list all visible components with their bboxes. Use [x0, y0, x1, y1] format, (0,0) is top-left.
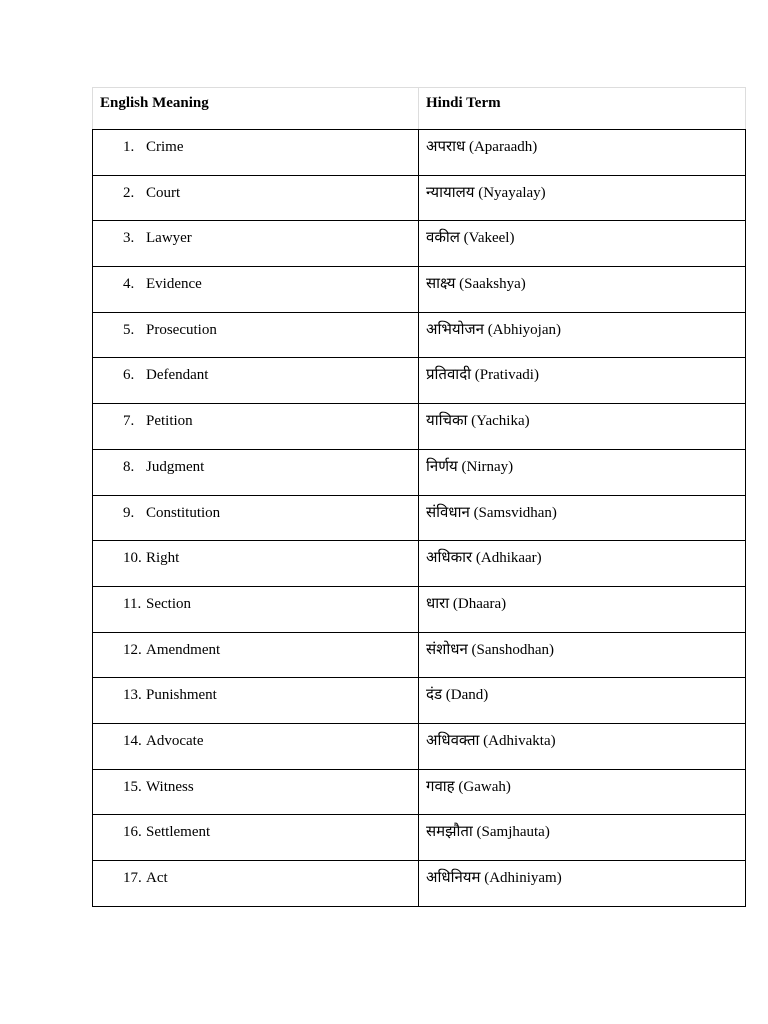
transliteration: (Adhivakta) [483, 732, 556, 749]
transliteration: (Yachika) [471, 413, 530, 430]
transliteration: (Sanshodhan) [471, 641, 555, 658]
english-word: Evidence [146, 276, 202, 293]
row-number: 9. [123, 504, 135, 521]
english-meaning-cell [93, 358, 419, 404]
transliteration: (Aparaadh) [468, 139, 538, 155]
table-row [93, 723, 746, 769]
row-number: 3. [123, 230, 135, 247]
row-number: 12. [123, 641, 142, 658]
transliteration: (Abhiyojan) [487, 321, 562, 338]
hindi-word: अभियोजन [426, 321, 484, 338]
row-number: 4. [123, 276, 135, 293]
hindi-term-cell [419, 678, 746, 724]
hindi-word: साक्ष्य [426, 276, 456, 293]
row-number: 14. [123, 732, 142, 749]
table-row [93, 312, 746, 358]
transliteration: (Prativadi) [474, 367, 539, 384]
transliteration: (Adhiniyam) [484, 870, 562, 886]
table-row [93, 632, 746, 678]
english-meaning-cell [93, 267, 419, 313]
hindi-word: याचिका [426, 413, 468, 430]
transliteration: (Dand) [445, 687, 489, 704]
table-row [93, 358, 746, 404]
english-meaning-cell [93, 130, 419, 176]
table-row [93, 221, 746, 267]
english-meaning-cell [93, 769, 419, 815]
english-word: Witness [146, 778, 194, 795]
hindi-word: संशोधन [426, 641, 468, 658]
table-row [93, 130, 746, 176]
hindi-word: संविधान [426, 504, 470, 521]
english-word: Punishment [146, 687, 217, 704]
english-meaning-cell [93, 586, 419, 632]
english-meaning-cell [93, 541, 419, 587]
english-meaning-cell [93, 723, 419, 769]
row-number: 13. [123, 687, 142, 704]
english-word: Advocate [146, 732, 204, 749]
hindi-term-cell [419, 312, 746, 358]
hindi-term-cell [419, 449, 746, 495]
english-word: Court [146, 184, 181, 201]
english-meaning-cell [93, 449, 419, 495]
hindi-term-cell [419, 267, 746, 313]
english-word: Defendant [146, 367, 209, 384]
hindi-term-cell [419, 723, 746, 769]
table-row [93, 769, 746, 815]
header-hindi-term: Hindi Term [419, 88, 746, 130]
english-word: Settlement [146, 824, 211, 841]
english-meaning-cell [93, 632, 419, 678]
row-number: 17. [123, 870, 142, 886]
transliteration: (Nyayalay) [478, 184, 546, 201]
transliteration: (Adhikaar) [475, 550, 542, 567]
table-row [93, 495, 746, 541]
hindi-word: अधिवक्ता [426, 732, 480, 749]
hindi-term-cell [419, 541, 746, 587]
transliteration: (Dhaara) [452, 595, 507, 612]
hindi-term-cell [419, 404, 746, 450]
english-word: Section [146, 595, 191, 612]
hindi-term-cell [419, 130, 746, 176]
hindi-word: गवाह [426, 778, 455, 795]
english-word: Lawyer [146, 230, 192, 247]
row-number: 8. [123, 458, 135, 475]
hindi-term-cell [419, 495, 746, 541]
english-meaning-cell [93, 495, 419, 541]
english-meaning-cell [93, 221, 419, 267]
table-header-row [93, 88, 746, 130]
hindi-word: अधिकार [426, 550, 473, 567]
row-number: 2. [123, 184, 135, 201]
hindi-term-cell [419, 861, 746, 907]
hindi-term-cell [419, 586, 746, 632]
table-row [93, 815, 746, 861]
hindi-word: अपराध [426, 139, 466, 155]
row-number: 15. [123, 778, 142, 795]
transliteration: (Nirnay) [461, 458, 514, 475]
hindi-term-cell [419, 632, 746, 678]
table-row [93, 449, 746, 495]
hindi-word: दंड [426, 687, 442, 704]
english-word: Constitution [146, 504, 221, 521]
hindi-word: न्यायालय [426, 184, 475, 201]
english-meaning-cell [93, 404, 419, 450]
table-row [93, 861, 746, 907]
hindi-word: धारा [426, 595, 450, 612]
row-number: 5. [123, 321, 135, 338]
english-meaning-cell [93, 678, 419, 724]
hindi-term-cell [419, 358, 746, 404]
hindi-word: निर्णय [426, 458, 458, 475]
english-word: Amendment [146, 641, 221, 658]
english-meaning-cell [93, 175, 419, 221]
hindi-term-cell [419, 175, 746, 221]
english-word: Act [146, 870, 168, 886]
table-row [93, 175, 746, 221]
table-body [93, 130, 746, 907]
english-word: Judgment [146, 458, 205, 475]
english-meaning-cell [93, 861, 419, 907]
table-row [93, 586, 746, 632]
hindi-word: समझौता [426, 824, 473, 841]
english-meaning-cell [93, 815, 419, 861]
row-number: 10. [123, 550, 142, 567]
hindi-term-cell [419, 769, 746, 815]
row-number: 1. [123, 139, 135, 155]
header-english-meaning: English Meaning [93, 88, 419, 130]
row-number: 11. [123, 595, 142, 612]
transliteration: (Samsvidhan) [473, 504, 557, 521]
table-row [93, 404, 746, 450]
hindi-word: प्रतिवादी [426, 367, 472, 384]
transliteration: (Samjhauta) [476, 824, 550, 841]
english-word: Petition [146, 413, 193, 430]
hindi-word: अधिनियम [426, 870, 481, 886]
transliteration: (Saakshya) [459, 276, 526, 293]
english-word: Right [146, 550, 180, 567]
transliteration: (Gawah) [458, 778, 511, 795]
row-number: 7. [123, 413, 135, 430]
hindi-word: वकील [426, 230, 460, 247]
table-row [93, 678, 746, 724]
transliteration: (Vakeel) [463, 230, 515, 247]
legal-terms-table [92, 87, 746, 907]
row-number: 16. [123, 824, 142, 841]
english-word: Crime [146, 139, 184, 155]
table-row [93, 541, 746, 587]
english-meaning-cell [93, 312, 419, 358]
table-row [93, 267, 746, 313]
english-word: Prosecution [146, 321, 217, 338]
hindi-term-cell [419, 221, 746, 267]
hindi-term-cell [419, 815, 746, 861]
row-number: 6. [123, 367, 135, 384]
